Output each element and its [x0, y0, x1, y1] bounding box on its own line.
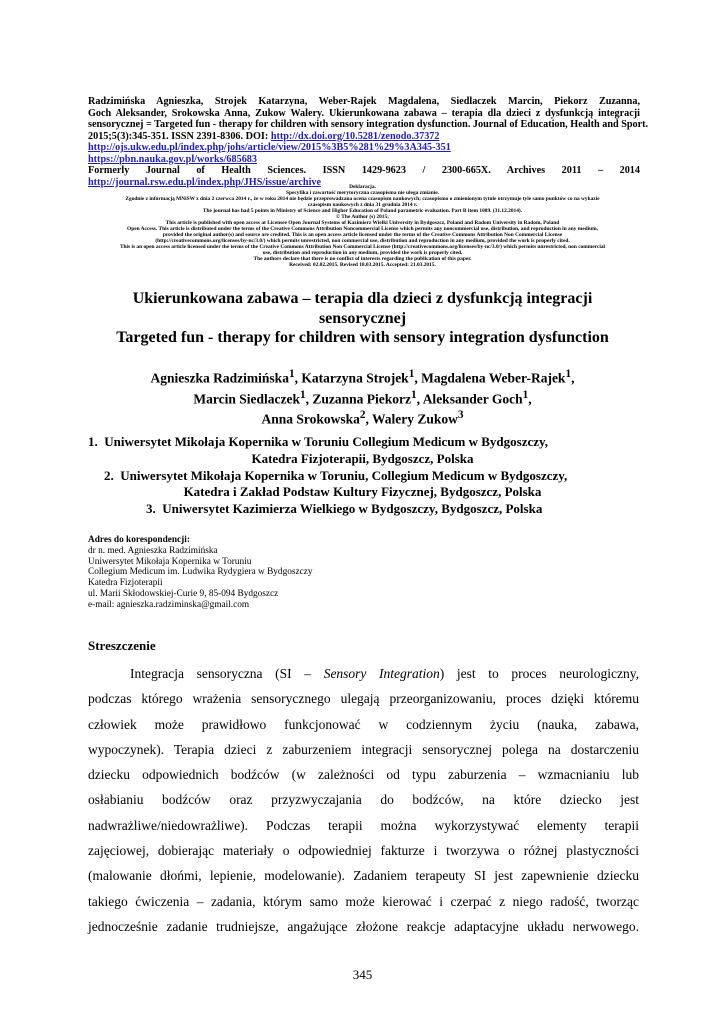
- affiliation-marker: 3: [457, 409, 464, 421]
- pbn-works-link[interactable]: https://pbn.nauka.gov.pl/works/685683: [88, 153, 257, 165]
- affiliation-number: 2.: [104, 467, 114, 483]
- correspondence-line: Uniwersytet Mikołaja Kopernika w Toruniu: [88, 556, 252, 567]
- citation-line: sensorycznej = Targeted fun - therapy for children with sensory integration dysfunction. Journal of Education, Health and Sport.: [88, 119, 649, 130]
- abstract-italic-term: Sensory Integration: [323, 666, 440, 681]
- correspondence-line: Katedra Fizjoterapii: [88, 578, 163, 589]
- abstract-line: jednocześnie zadanie trudniejsze, angażujące złożone reakcje adaptacyjne układu nerwowego.: [88, 918, 639, 934]
- affiliations-block: [60, 434, 665, 518]
- correspondence-line: Collegium Medicum im. Ludwika Rydygiera w Bydgoszczy: [88, 567, 313, 578]
- polish-title-line-2: sensorycznej: [318, 309, 407, 327]
- correspondence-email: e-mail: agnieszka.radziminska@gmail.com: [88, 599, 250, 610]
- affiliation-marker: 2: [359, 409, 366, 421]
- declaration-line: Deklaracja.: [349, 184, 376, 190]
- author-name: Walery Zukow: [372, 411, 458, 427]
- citation-block: [88, 96, 649, 188]
- declaration-line: Open Access. This article is distributed under the terms of the Creative Commons Attribution Noncommercial License which permits any noncommercial use, distribution, and reproduction in any medium,: [127, 226, 598, 232]
- author-name: Magdalena Weber-Rajek: [421, 370, 566, 386]
- page-number: 345: [352, 967, 373, 982]
- affiliation-marker: 1: [411, 388, 417, 401]
- article-title-block: [60, 289, 665, 348]
- authors-line-1: Agnieszka Radzimińska$^1$, Katarzyna Strojek$^1$, Magdalena Weber-Rajek$^1$,: [150, 368, 575, 386]
- affiliation-marker: 1: [408, 368, 415, 380]
- declaration-line: Zgodnie z informacją MNiSW z dnia 2 czerwca 2014 r., że w roku 2014 nie będzie przeprowadzana ocena czasopism naukowych; czasopismo o zmienionym tytule otrzymuje tyle samo punktów co na wykazie: [125, 196, 600, 202]
- affiliation-text: Uniwersytet Mikołaja Kopernika w Toruniu Collegium Medicum w Bydgoszczy,: [104, 434, 549, 449]
- abstract-line: podczas którego wrażenia sensorycznego ulegają przeorganizowaniu, proces dzięki któremu: [88, 691, 639, 707]
- affiliation-marker: 1: [565, 368, 572, 380]
- abstract-line: nadwrażliwe/niedowrażliwe). Podczas terapii można wykorzystywać elementy terapii: [88, 817, 639, 833]
- abstract-line: [88, 661, 639, 686]
- correspondence-line: ul. Marii Skłodowskiej-Curie 9, 85-094 Bydgoszcz: [88, 588, 279, 599]
- abstract-line: dziecku odpowiednich bodźców (w zależności od typu zaburzenia – wzmacnianiu lub: [88, 767, 639, 783]
- declaration-line: use, distribution and reproduction in any medium, provided the work is properly cited.: [262, 250, 463, 256]
- declaration-line: This article is published with open access at Licensee Open Journal Systems of Kazimierz Wielki University in Bydgoszcz, Poland and Radom University in Radom, Poland: [165, 220, 560, 226]
- declaration-line: The journal has had 5 points in Ministry of Science and Higher Education of Poland parametric evaluation. Part B item 1089. (31.12.2014).: [202, 208, 523, 214]
- declaration-line: Specyfika i zawartość merytoryczna czasopisma nie ulega zmianie.: [285, 190, 439, 196]
- authors-block: [60, 366, 665, 428]
- affiliation-3-line-1: [60, 501, 665, 518]
- declaration-block: [60, 184, 665, 268]
- doi-link[interactable]: http://dx.doi.org/10.5281/zenodo.37372: [270, 130, 440, 142]
- author-name: Marcin Siedlaczek: [193, 391, 301, 406]
- abstract-line: zajęciowej, dobierając materiały o odpowiedniej fakturze i tworzywa o różnej plastyczności: [88, 843, 639, 859]
- citation-line: 2015;5(3):345-351. ISSN 2391-8306. DOI:: [88, 130, 271, 142]
- affiliation-1-line-1: [60, 434, 665, 451]
- declaration-line: The authors declare that there is no conflict of interests regarding the publication of this paper.: [253, 256, 472, 262]
- affiliation-2-line-1: [60, 468, 665, 485]
- affiliation-2-line-2: Katedra i Zakład Podstaw Kultury Fizycznej, Bydgoszcz, Polska: [183, 484, 542, 500]
- correspondence-line: dr n. med. Agnieszka Radzimińska: [88, 545, 218, 556]
- abstract-line: takiego ćwiczenia – zadania, którym samo może kierować i czerpać z niego radość, tworząc: [88, 893, 639, 909]
- correspondence-heading: Adres do korespondencji:: [88, 535, 190, 545]
- author-name: Katarzyna Strojek: [301, 370, 409, 386]
- journal-archive-link[interactable]: http://journal.rsw.edu.pl/index.php/JHS/issue/archive: [88, 176, 322, 188]
- author-name: Anna Srokowska: [261, 411, 360, 427]
- authors-line-2: Marcin Siedlaczek$^1$, Zuzanna Piekorz$^1$, Aleksander Goch$^1$,: [193, 388, 532, 406]
- affiliation-marker: 1: [300, 388, 306, 401]
- affiliation-text: Uniwersytet Kazimierza Wielkiego w Bydgoszczy, Bydgoszcz, Polska: [162, 501, 543, 517]
- abstract-line: (malowanie dłońmi, lepienie, modelowanie). Zadaniem terapeuty SI jest zapewnienie dziecku: [88, 868, 639, 884]
- affiliation-number: 1.: [88, 434, 98, 449]
- abstract-line: wypoczynek). Terapia dzieci z zaburzeniem integracji sensorycznej polega na dostarczeniu: [88, 741, 639, 757]
- abstract-text: ) jest to proces neurologiczny,: [439, 666, 639, 681]
- declaration-line: czasopism naukowych z dnia 31 grudnia 2014 r.: [307, 202, 418, 208]
- english-title: Targeted fun - therapy for children with sensory integration dysfunction: [116, 329, 609, 346]
- formerly-journal-line: Formerly Journal of Health Sciences. ISSN 1429-9623 / 2300-665X. Archives 2011 – 2014: [88, 165, 640, 176]
- abstract-text: Integracja sensoryczna (SI –: [130, 666, 324, 681]
- author-name: Aleksander Goch: [422, 391, 523, 406]
- abstract-heading: Streszczenie: [88, 638, 156, 653]
- affiliation-text: Uniwersytet Mikołaja Kopernika w Toruniu, Collegium Medicum w Bydgoszczy,: [120, 467, 568, 483]
- citation-line-doi: [88, 131, 640, 143]
- affiliation-number: 3.: [146, 501, 156, 517]
- ojs-article-link[interactable]: http://ojs.ukw.edu.pl/index.php/johs/article/view/2015%3B5%281%29%3A345-351: [88, 142, 451, 153]
- polish-title-line-1: Ukierunkowana zabawa – terapia dla dzieci z dysfunkcją integracji: [132, 290, 593, 307]
- abstract-line: człowiek może prawidłowo funkcjonować w codziennym życiu (nauka, zabawa,: [88, 716, 639, 732]
- declaration-line: © The Author (s) 2015;: [336, 214, 389, 220]
- declaration-line: provided the original author(s) and source are credited. This is an open access article licensed under the terms of the Creative Commons Attribution Non Commercial License: [162, 232, 563, 238]
- declaration-line: Received: 02.02.2015. Revised 18.03.2015. Accepted: 21.03.2015.: [289, 262, 436, 268]
- affiliation-1-line-2: Katedra Fizjoterapii, Bydgoszcz, Polska: [251, 450, 474, 466]
- abstract-body: [88, 661, 639, 939]
- affiliation-marker: 1: [522, 388, 529, 401]
- authors-line-3: Anna Srokowska$^2$, Walery Zukow$^3$: [261, 409, 464, 427]
- abstract-line: osłabianiu bodźców oraz przyzwyczajania do bodźców, na które dziecko jest: [88, 792, 639, 808]
- affiliation-marker: 1: [288, 368, 295, 380]
- citation-line: Goch Aleksander, Srokowska Anna, Zukow Walery. Ukierunkowana zabawa – terapia dla dzieci z dysfunkcją integracji: [88, 107, 640, 119]
- correspondence-block: [88, 535, 648, 611]
- author-name: Zuzanna Piekorz: [312, 391, 412, 406]
- author-name: Agnieszka Radzimińska: [150, 370, 289, 386]
- declaration-line: (http://creativecommons.org/licenses/by-nc/3.0/) which permits unrestricted, non commercial use, distribution and reproduction in any medium, provided the work is properly cited.: [155, 238, 570, 244]
- citation-line: Radzimińska Agnieszka, Strojek Katarzyna, Weber-Rajek Magdalena, Siedlaczek Marcin, Piekorz Zuzanna,: [88, 96, 640, 107]
- declaration-line: This is an open access article licensed under the terms of the Creative Commons Attribution Non Commercial License (http://creativecommons.org/licenses/by-nc/3.0/) which permits unrestricted, non commercial: [119, 244, 606, 250]
